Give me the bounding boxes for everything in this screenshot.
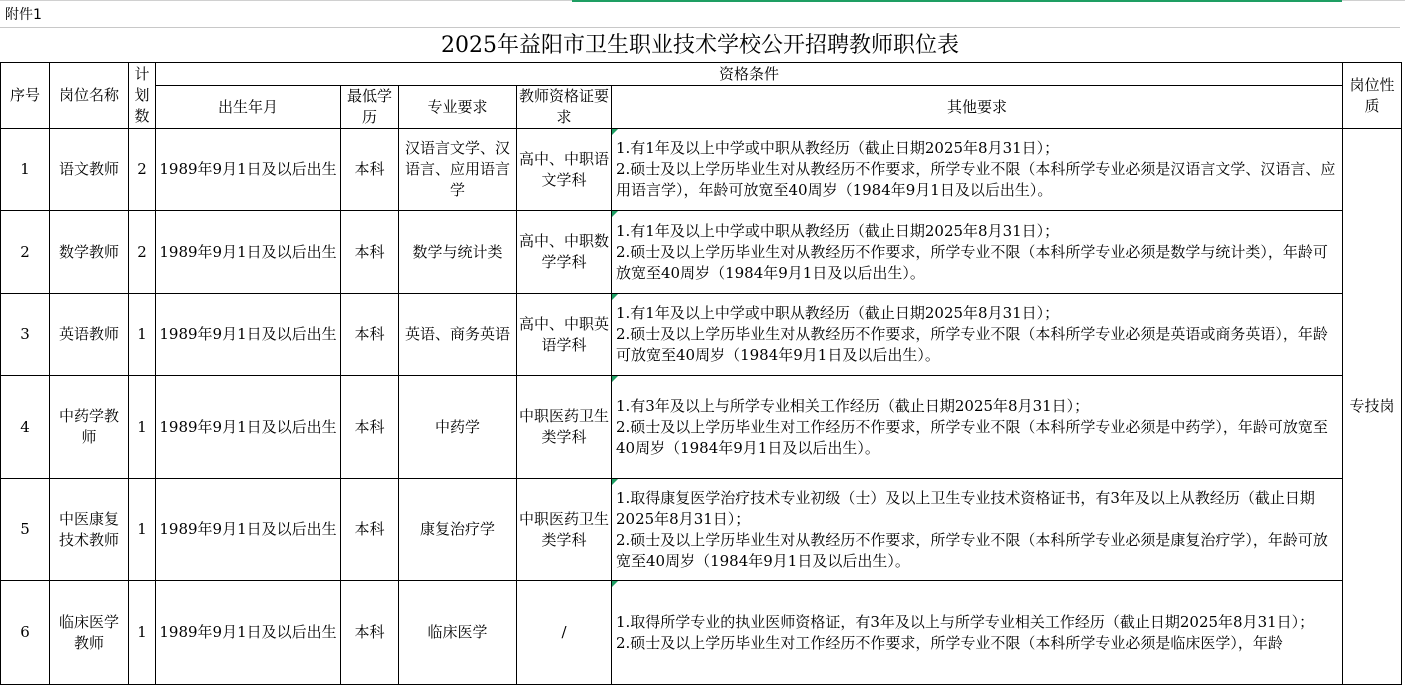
header-other-req: 其他要求 xyxy=(612,86,1343,129)
cell-degree: 本科 xyxy=(341,376,399,479)
cell-other-req xyxy=(612,129,1343,211)
other-req-line: 1.有3年及以上与所学专业相关工作经历（截止日期2025年8月31日）； xyxy=(616,396,1090,415)
cell-birth: 1989年9月1日及以后出生 xyxy=(156,479,341,581)
cell-plan: 2 xyxy=(129,129,156,211)
cell-cert: 中职医药卫生类学科 xyxy=(517,376,612,479)
selection-indicator xyxy=(572,0,1342,2)
cell-birth: 1989年9月1日及以后出生 xyxy=(156,376,341,479)
header-min-degree: 最低学历 xyxy=(341,86,399,129)
cell-plan: 1 xyxy=(129,294,156,376)
other-req-line: 1.有1年及以上中学或中职从教经历（截止日期2025年8月31日）； xyxy=(616,304,1060,322)
cell-cert: 高中、中职数学学科 xyxy=(517,211,612,294)
other-req-line: 2.硕士及以上学历毕业生对从教经历不作要求，所学专业不限（本科所学专业必须是汉语言文学、汉语言、应用语言学），年龄可放宽至40周岁（1984年9月1日及以后出生）。 xyxy=(616,160,1336,199)
cell-position-name: 英语教师 xyxy=(50,294,129,376)
cell-major: 数学与统计类 xyxy=(399,211,517,294)
cell-position-name: 中药学教师 xyxy=(50,376,129,479)
table-row xyxy=(1,479,1402,581)
cell-birth: 1989年9月1日及以后出生 xyxy=(156,129,341,211)
cell-cert: 中职医药卫生类学科 xyxy=(517,479,612,581)
cell-seq: 5 xyxy=(1,479,50,581)
cell-cert: 高中、中职语文学科 xyxy=(517,129,612,211)
header-birth-date: 出生年月 xyxy=(156,86,341,129)
cell-plan: 1 xyxy=(129,479,156,581)
cell-seq: 4 xyxy=(1,376,50,479)
table-row xyxy=(1,294,1402,376)
table-row xyxy=(1,376,1402,479)
other-req-line: 2.硕士及以上学历毕业生对从教经历不作要求，所学专业不限（本科所学专业必须是英语或商务英语），年龄可放宽至40周岁（1984年9月1日及以后出生）。 xyxy=(616,325,1328,364)
cell-cert: / xyxy=(517,581,612,685)
table-row xyxy=(1,129,1402,211)
other-req-line: 1.有1年及以上中学或中职从教经历（截止日期2025年8月31日）； xyxy=(616,221,1060,240)
table-row xyxy=(1,581,1402,685)
header-position-name: 岗位名称 xyxy=(50,63,129,129)
other-req-line: 1.取得所学专业的执业医师资格证，有3年及以上与所学专业相关工作经历（截止日期2025年8月31日）； xyxy=(616,612,1315,631)
cell-birth: 1989年9月1日及以后出生 xyxy=(156,581,341,685)
cell-plan: 1 xyxy=(129,376,156,479)
header-seq: 序号 xyxy=(1,63,50,129)
cell-birth: 1989年9月1日及以后出生 xyxy=(156,294,341,376)
cell-position-name: 中医康复技术教师 xyxy=(50,479,129,581)
cell-major: 汉语言文学、汉语言、应用语言学 xyxy=(399,129,517,211)
table-row xyxy=(1,211,1402,294)
cell-position-name: 临床医学教师 xyxy=(50,581,129,685)
cell-other-req xyxy=(612,211,1343,294)
cell-other-req xyxy=(612,581,1343,685)
other-req-line: 2.硕士及以上学历毕业生对从教经历不作要求，所学专业不限（本科所学专业必须是数学与统计类），年龄可放宽至40周岁（1984年9月1日及以后出生）。 xyxy=(616,242,1328,282)
cell-plan: 1 xyxy=(129,581,156,685)
cell-position-name: 数学教师 xyxy=(50,211,129,294)
cell-degree: 本科 xyxy=(341,211,399,294)
cell-major: 临床医学 xyxy=(399,581,517,685)
cell-position-nature: 专技岗 xyxy=(1343,129,1402,685)
cell-degree: 本科 xyxy=(341,129,399,211)
other-req-line: 2.硕士及以上学历毕业生对工作经历不作要求，所学专业不限（本科所学专业必须是临床医学），年龄 xyxy=(616,633,1283,652)
cell-other-req xyxy=(612,479,1343,581)
cell-degree: 本科 xyxy=(341,294,399,376)
other-req-line: 2.硕士及以上学历毕业生对工作经历不作要求，所学专业不限（本科所学专业必须是中药学），年龄可放宽至40周岁（1984年9月1日及以后出生）。 xyxy=(616,417,1328,457)
cell-degree: 本科 xyxy=(341,479,399,581)
header-plan-count: 计划数 xyxy=(129,63,156,129)
other-req-line: 1.有1年及以上中学或中职从教经历（截止日期2025年8月31日）； xyxy=(616,139,1060,157)
cell-degree: 本科 xyxy=(341,581,399,685)
page-title: 2025年益阳市卫生职业技术学校公开招聘教师职位表 xyxy=(0,27,1400,64)
cell-cert: 高中、中职英语学科 xyxy=(517,294,612,376)
recruitment-table xyxy=(0,62,1402,685)
annex-label: 附件1 xyxy=(5,7,42,23)
header-major-req: 专业要求 xyxy=(399,86,517,129)
header-position-nature: 岗位性质 xyxy=(1343,63,1402,129)
cell-plan: 2 xyxy=(129,211,156,294)
cell-birth: 1989年9月1日及以后出生 xyxy=(156,211,341,294)
other-req-line: 1.取得康复医学治疗技术专业初级（士）及以上卫生专业技术资格证书，有3年及以上从教经历（截止日期2025年8月31日）； xyxy=(616,488,1315,528)
cell-major: 康复治疗学 xyxy=(399,479,517,581)
cell-position-name: 语文教师 xyxy=(50,129,129,211)
other-req-line: 2.硕士及以上学历毕业生对从教经历不作要求，所学专业不限（本科所学专业必须是康复治疗学），年龄可放宽至40周岁（1984年9月1日及以后出生）。 xyxy=(616,530,1328,570)
cell-seq: 2 xyxy=(1,211,50,294)
cell-seq: 1 xyxy=(1,129,50,211)
header-qualification: 资格条件 xyxy=(156,63,1343,86)
cell-seq: 3 xyxy=(1,294,50,376)
cell-other-req xyxy=(612,376,1343,479)
cell-other-req xyxy=(612,294,1343,376)
cell-major: 英语、商务英语 xyxy=(399,294,517,376)
header-teacher-cert: 教师资格证要求 xyxy=(517,86,612,129)
cell-seq: 6 xyxy=(1,581,50,685)
cell-major: 中药学 xyxy=(399,376,517,479)
